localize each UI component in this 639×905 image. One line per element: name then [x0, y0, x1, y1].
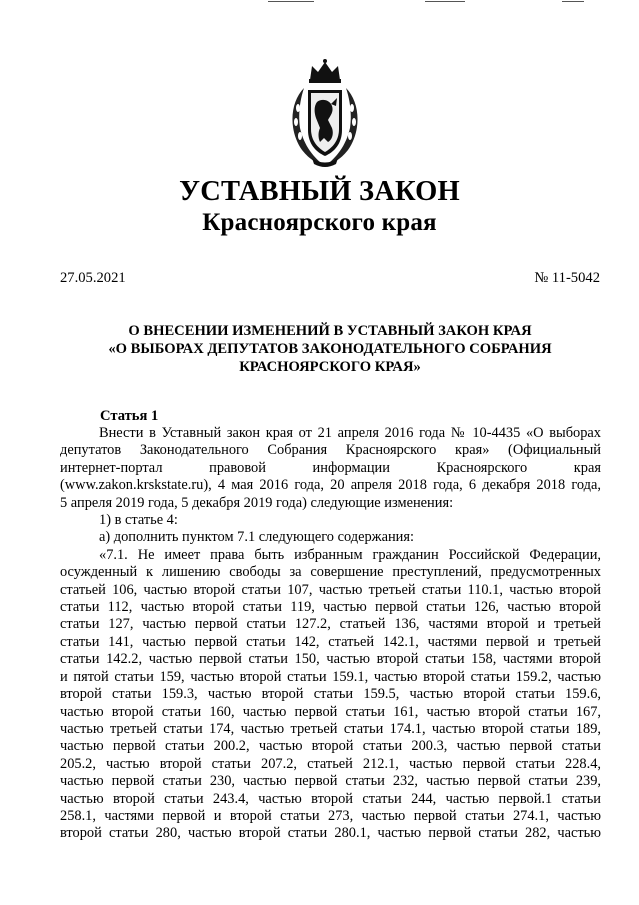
- body-line: частью второй статьи 243.4, частью второй статьи 244, частью первой.1 статьи: [60, 790, 601, 807]
- law-heading: [60, 322, 600, 376]
- body-line: статьи 112, частью второй статьи 119, частью первой статьи 126, частью второй: [60, 599, 601, 616]
- body-line: статьи 141, частью первой статьи 142, статьей 142.1, частями первой и третьей: [60, 633, 601, 650]
- heading-line: КРАСНОЯРСКОГО КРАЯ»: [239, 359, 421, 375]
- body-line: 5 апреля 2019 года, 5 декабря 2019 года) следующие изменения:: [60, 494, 454, 511]
- body-line: частью первой статьи 200.2, частью второй статьи 200.3, частью первой статьи: [60, 738, 601, 755]
- law-subtitle: Красноярского края: [202, 209, 437, 236]
- article-title: Статья 1: [100, 408, 159, 424]
- body-line: частью первой статьи 230, частью первой статьи 232, частью первой статьи 239,: [60, 773, 601, 790]
- heading-line: О ВНЕСЕНИИ ИЗМЕНЕНИЙ В УСТАВНЫЙ ЗАКОН КРАЯ: [128, 323, 532, 339]
- body-line: интернет-портал правовой информации Красноярского края: [60, 459, 601, 476]
- body-line: частью второй статьи 160, частью первой статьи 161, частью второй статьи 167,: [60, 703, 601, 720]
- body-line: второй статьи 280, частью второй статьи 280.1, частью первой статьи 282, частью: [60, 825, 601, 842]
- body-line: второй статьи 159.3, частью второй статьи 159.5, частью второй статьи 159.6,: [60, 686, 601, 703]
- article-body: [60, 425, 601, 843]
- body-line: 205.2, частью второй статьи 207.2, статьей 212.1, частью первой статьи 228.4,: [60, 755, 601, 772]
- body-line: «7.1. Не имеет права быть избранным гражданин Российской Федерации,: [99, 546, 601, 563]
- body-line: осужденный к лишению свободы за совершение преступлений, предусмотренных: [60, 564, 601, 581]
- body-line: частью третьей статьи 174, частью третьей статьи 174.1, частью второй статьи 189,: [60, 720, 601, 737]
- body-line: а) дополнить пунктом 7.1 следующего содержания:: [99, 529, 415, 546]
- body-line: депутатов Законодательного Собрания Красноярского края» (Официальный: [60, 442, 601, 459]
- document-date: 27.05.2021: [60, 270, 126, 286]
- body-line: 1) в статье 4:: [99, 512, 178, 529]
- body-line: и пятой статьи 159, частью второй статьи 159.1, частью второй статьи 159.2, частью: [60, 668, 601, 685]
- body-line: 258.1, частями первой и второй статьи 273, частью первой статьи 274.1, частью: [60, 807, 601, 824]
- document-number: № 11-5042: [534, 270, 600, 286]
- body-line: статьей 106, частью второй статьи 107, частью третьей статьи 110.1, частью второй: [60, 581, 601, 598]
- krasnoyarsk-coat-of-arms-icon: [284, 58, 366, 172]
- heading-line: «О ВЫБОРАХ ДЕПУТАТОВ ЗАКОНОДАТЕЛЬНОГО СОБРАНИЯ: [108, 341, 552, 357]
- body-line: Внести в Уставный закон края от 21 апреля 2016 года № 10-4435 «О выборах: [99, 425, 601, 441]
- body-line: статьи 127, частью первой статьи 127.2, статьей 136, частями второй и третьей: [60, 616, 601, 633]
- body-line: (www.zakon.krskstate.ru), 4 мая 2016 года, 20 апреля 2018 года, 6 декабря 2018 года,: [60, 477, 601, 494]
- law-title: УСТАВНЫЙ ЗАКОН: [179, 176, 460, 207]
- body-line: статьи 142.2, частью первой статьи 150, частью второй статьи 158, частями второй: [60, 651, 601, 668]
